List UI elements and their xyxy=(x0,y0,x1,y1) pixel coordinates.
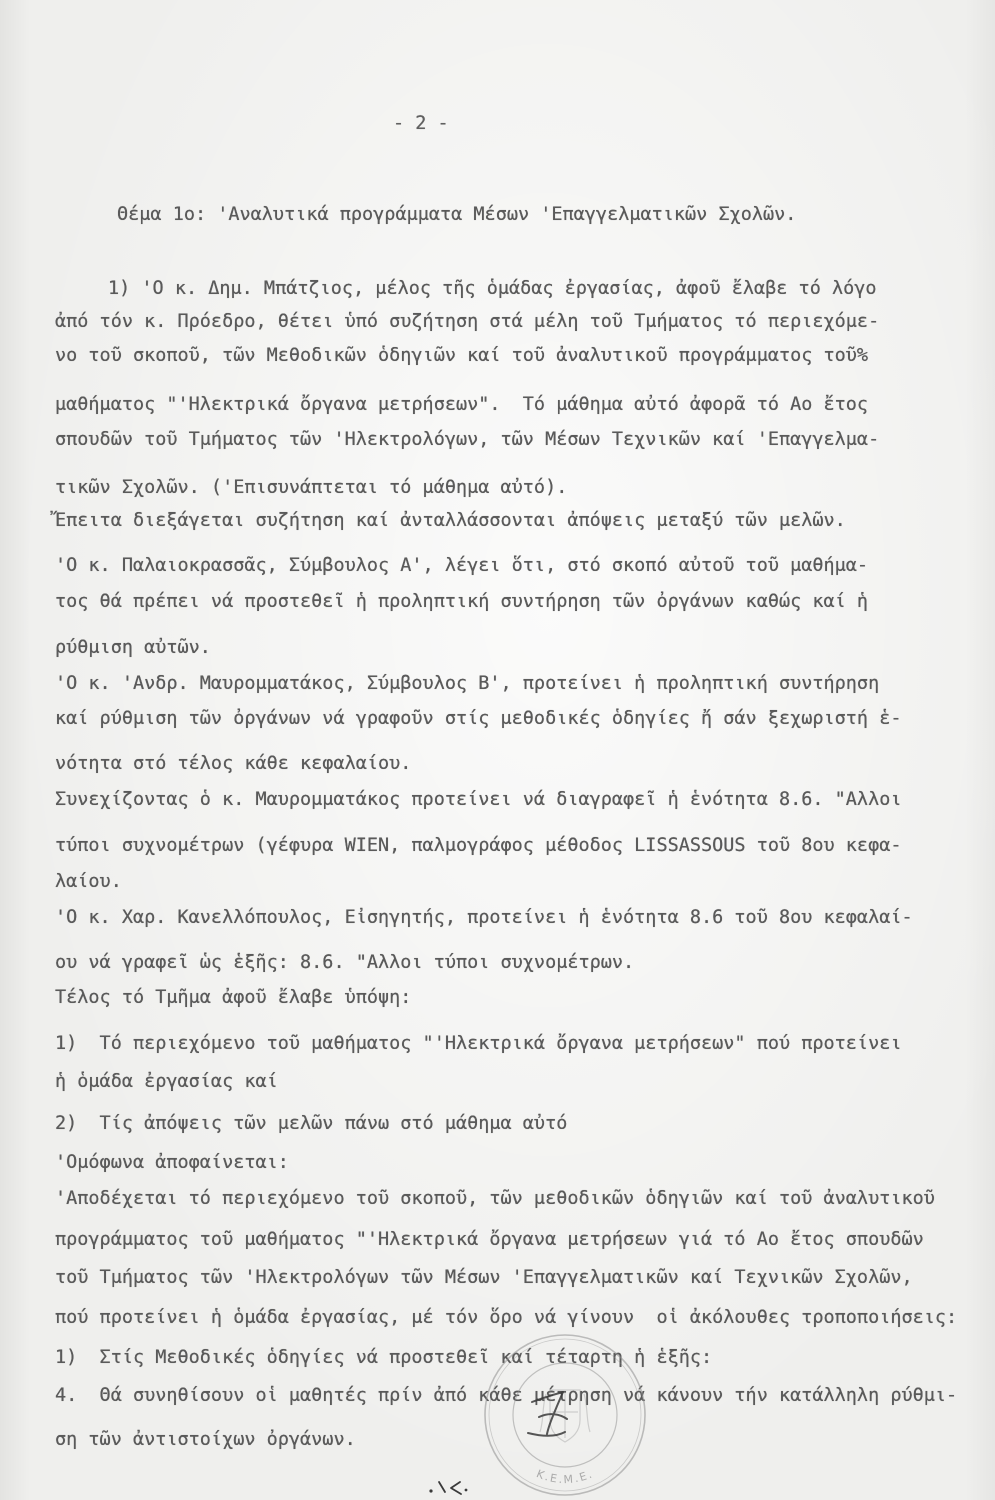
body-line: λαίου. xyxy=(55,871,122,892)
body-line: νο τοῦ σκοποῦ, τῶν Μεθοδικῶν ὁδηγιῶν καί τοῦ ἀναλυτικοῦ προγράμματος τοῦ% xyxy=(55,345,869,366)
body-line: τικῶν Σχολῶν. ('Επισυνάπτεται τό μάθημα αὐτό). xyxy=(55,477,568,498)
body-line: 'Αποδέχεται τό περιεχόμενο τοῦ σκοποῦ, τῶν μεθοδικῶν ὁδηγιῶν καί τοῦ ἀναλυτικοῦ xyxy=(55,1188,935,1209)
body-line: καί ρύθμιση τῶν ὀργάνων νά γραφοῦν στίς μεθοδικές ὁδηγίες ἤ σάν ξεχωριστή ἑ- xyxy=(55,708,902,729)
body-line: ρύθμιση αὐτῶν. xyxy=(55,637,211,658)
seal-text: Κ.Ε.Μ.Ε. xyxy=(534,1467,596,1487)
subject-heading: Θέμα 1ο: 'Αναλυτικά προγράμματα Μέσων 'Επαγγελματικῶν Σχολῶν. xyxy=(117,204,797,225)
body-line: μαθήματος "'Ηλεκτρικά ὄργανα μετρήσεων". Τό μάθημα αὐτό ἀφορᾶ τό Αο ἔτος xyxy=(55,394,869,415)
body-line: νότητα στό τέλος κάθε κεφαλαίου. xyxy=(55,753,412,774)
body-line: Τέλος τό Τμῆμα ἀφοῦ ἔλαβε ὑπόψη: xyxy=(55,987,412,1008)
body-line: Ἔπειτα διεξάγεται συζήτηση καί ἀνταλλάσσονται ἀπόψεις μεταξύ τῶν μελῶν. xyxy=(55,510,846,531)
body-line: ἀπό τόν κ. Πρόεδρο, θέτει ὑπό συζήτηση στά μέλη τοῦ Τμήματος τό περιεχόμε- xyxy=(55,311,880,332)
body-line: τος θά πρέπει νά προστεθεῖ ἡ προληπτική συντήρηση τῶν ὀργάνων καθώς καί ἡ xyxy=(55,591,869,612)
body-line: 2) Τίς ἀπόψεις τῶν μελῶν πάνω στό μάθημα αὐτό xyxy=(55,1113,568,1134)
body-line: 'Ο κ. Παλαιοκρασσᾶς, Σύμβουλος Α', λέγει ὅτι, στό σκοπό αὐτοῦ τοῦ μαθήμα- xyxy=(55,555,869,576)
body-line: ση τῶν ἀντιστοίχων ὀργάνων. xyxy=(55,1429,356,1450)
body-line: 1) 'Ο κ. Δημ. Μπάτζιος, μέλος τῆς ὁμάδας ἐργασίας, ἀφοῦ ἔλαβε τό λόγο xyxy=(108,278,877,299)
body-line: 'Ο κ. 'Ανδρ. Μαυρομματάκος, Σύμβουλος Β', προτείνει ἡ προληπτική συντήρηση xyxy=(55,673,880,694)
body-line: Συνεχίζοντας ὁ κ. Μαυρομματάκος προτείνει νά διαγραφεῖ ἡ ἑνότητα 8.6. "Αλλοι xyxy=(55,789,902,810)
body-line: 1) Τό περιεχόμενο τοῦ μαθήματος "'Ηλεκτρικά ὄργανα μετρήσεων" πού προτείνει xyxy=(55,1033,902,1054)
handwritten-initial-mark xyxy=(425,1476,470,1498)
official-seal xyxy=(470,1320,660,1500)
body-line: 4. Θά συνηθίσουν οἱ μαθητές πρίν ἀπό κάθε μέτρηση νά κάνουν τήν κατάλληλη ρύθμι- xyxy=(55,1385,958,1406)
signature xyxy=(528,1392,567,1436)
body-line: τοῦ Τμήματος τῶν 'Ηλεκτρολόγων τῶν Μέσων 'Επαγγελματικῶν καί Τεχνικῶν Σχολῶν, xyxy=(55,1267,913,1288)
body-line: τύποι συχνομέτρων (γέφυρα WIEN, παλμογράφος μέθοδος LISSASSOUS τοῦ 8ου κεφα- xyxy=(55,835,902,856)
body-line: ου νά γραφεῖ ὡς ἑξῆς: 8.6. "Αλλοι τύποι συχνομέτρων. xyxy=(55,952,635,973)
body-line: πού προτείνει ἡ ὁμάδα ἐργασίας, μέ τόν ὅρο νά γίνουν οἱ ἀκόλουθες τροποποιήσεις: xyxy=(55,1307,958,1328)
body-line: 1) Στίς Μεθοδικές ὁδηγίες νά προστεθεῖ καί τέταρτη ἡ ἑξῆς: xyxy=(55,1347,713,1368)
body-line: ἡ ὁμάδα ἐργασίας καί xyxy=(55,1071,278,1092)
body-line: σπουδῶν τοῦ Τμήματος τῶν 'Ηλεκτρολόγων, τῶν Μέσων Τεχνικῶν καί 'Επαγγελμα- xyxy=(55,429,880,450)
body-line: προγράμματος τοῦ μαθήματος "'Ηλεκτρικά ὄργανα μετρήσεων γιά τό Αο ἔτος σπουδῶν xyxy=(55,1229,924,1250)
body-line: 'Ο κ. Χαρ. Κανελλόπουλος, Εἰσηγητής, προτείνει ἡ ἑνότητα 8.6 τοῦ 8ου κεφαλαί- xyxy=(55,907,913,928)
page-number: - 2 - xyxy=(393,113,449,134)
body-line: 'Ομόφωνα ἀποφαίνεται: xyxy=(55,1152,289,1173)
